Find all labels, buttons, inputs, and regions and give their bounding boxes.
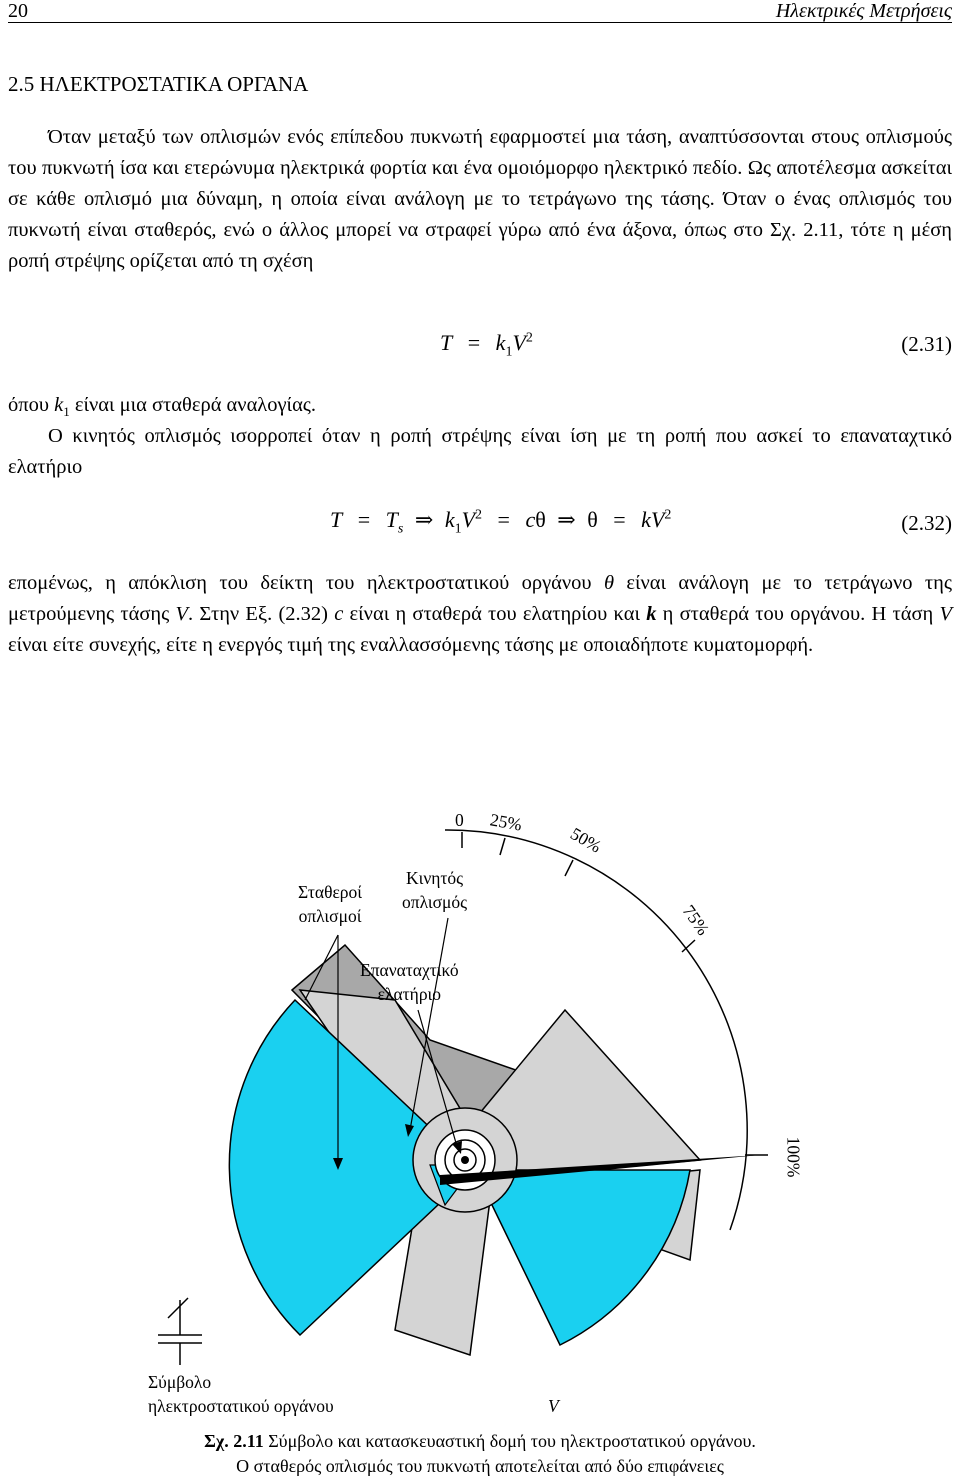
eq32-exp2: 2: [664, 507, 672, 523]
label-spring-line2: ελατήριο: [377, 984, 442, 1004]
symbol-needle: [168, 1298, 188, 1318]
eq32-V2: V: [650, 507, 665, 532]
eq31-exp: 2: [525, 330, 533, 346]
label-spring: [360, 958, 459, 1006]
eq31-T: T: [440, 330, 453, 355]
p4-text-e: η σταθερά του οργάνου. Η τάση: [656, 603, 940, 625]
p4-V2: V: [939, 603, 953, 625]
label-fixed-line2: οπλισμοί: [298, 906, 362, 926]
label-moving-line2: οπλισμός: [402, 892, 468, 912]
caption-label: Σχ. 2.11: [204, 1431, 264, 1451]
p4-theta: θ: [603, 572, 615, 594]
scale-label-100: 100%: [783, 1136, 804, 1178]
p4-c: c: [334, 603, 344, 625]
paragraph-3: Ο κινητός οπλισμός ισορροπεί όταν η ροπή στρέψης είναι ίση με τη ροπή που ασκεί το επαναταχτικό ελατήριο: [8, 425, 952, 478]
scale-label-75: 75%: [678, 901, 714, 939]
eq32-V: V: [461, 507, 476, 532]
eq31-equals: =: [467, 330, 481, 355]
label-spring-line1: Επαναταχτικό: [360, 960, 459, 980]
p2-text-b: είναι μια σταθερά αναλογίας.: [69, 394, 317, 416]
scale-label-0: 0: [455, 810, 464, 830]
label-symbol-line1: Σύμβολο: [148, 1372, 212, 1392]
scale-tick-50: [565, 860, 573, 876]
eq32-Ts: T: [385, 507, 398, 532]
p2-text-a: όπου: [8, 394, 55, 416]
equation-number-2-31: (2.31): [901, 332, 952, 356]
eq32-equals-1: =: [357, 507, 371, 532]
eq32-theta-2: θ: [587, 507, 598, 532]
eq31-V: V: [512, 330, 526, 355]
p4-text-a: επομένως, η απόκλιση του δείκτη του ηλεκτροστατικού οργάνου: [8, 572, 604, 594]
eq32-equals-3: =: [613, 507, 626, 532]
eq32-s: s: [397, 521, 404, 537]
eq32-c: c: [525, 507, 536, 532]
eq32-T: T: [330, 507, 343, 532]
scale-label-50: 50%: [567, 823, 605, 857]
p4-text-c: . Στην Εξ. (2.32): [188, 603, 335, 625]
eq31-k: k: [495, 330, 506, 355]
eq32-equals-2: =: [497, 507, 510, 532]
page-number: 20: [8, 0, 28, 22]
eq32-exp: 2: [475, 507, 483, 523]
label-symbol: [148, 1370, 334, 1418]
figure-caption-line-1: [0, 1428, 960, 1454]
p4-V: V: [175, 603, 189, 625]
scale-label-25: 25%: [488, 809, 524, 835]
eq32-k: k: [444, 507, 455, 532]
eq32-arrow-2: ⇒: [557, 507, 576, 532]
eq32-k2: k: [641, 507, 651, 532]
label-fixed-plates: [298, 880, 362, 928]
eq31-sub: 1: [505, 344, 513, 360]
p4-text-b: είναι ανάλογη με το τετράγωνο της μετρούμενης τάσης: [8, 572, 952, 625]
moving-plate-right: [475, 1170, 690, 1345]
figure-caption-line-2: Ο σταθερός οπλισμός του πυκνωτή αποτελείται από δύο επιφάνειες: [236, 1456, 724, 1476]
label-moving-plate: [402, 866, 467, 914]
p2-sub: 1: [63, 404, 70, 420]
eq32-theta: θ: [535, 507, 546, 532]
p2-k: k: [54, 394, 64, 416]
paragraph-1: Όταν μεταξύ των οπλισμών ενός επίπεδου πυκνωτή εφαρμοστεί μια τάση, αναπτύσσονται στους οπλισμούς του πυκνωτή ίσα και ετερώνυμα ηλεκτρικά φορτία και ένα ομοιόμορφο ηλεκτρικό πεδίο. Ως αποτέλεσμα ασκείται σε κάθε οπλισμό μια δύναμη, η οποία είναι ανάλογη με το τετράγωνο της τάσης. Όταν ο ένας οπλισμός του πυκνωτή είναι σταθερός, ενώ ο άλλος μπορεί να στραφεί γύρω από ένα άξονα, όπως στο Σχ. 2.11, τότε η μέση ροπή στρέψης ορίζεται από τη σχέση: [8, 126, 952, 272]
label-symbol-line2: ηλεκτροστατικού οργάνου: [148, 1396, 334, 1416]
label-moving-line1: Κινητός: [405, 868, 464, 888]
eq32-arrow-1: ⇒: [414, 507, 434, 532]
running-title: Ηλεκτρικές Μετρήσεις: [775, 0, 952, 22]
label-fixed-line1: Σταθεροί: [298, 882, 362, 902]
scale-tick-25: [500, 838, 505, 855]
caption-text-1: Σύμβολο και κατασκευαστική δομή του ηλεκτροστατικού οργάνου.: [263, 1431, 756, 1451]
p4-text-d: είναι η σταθερά του ελατηρίου και: [343, 603, 647, 625]
section-heading: 2.5 ΗΛΕΚΤΡΟΣΤΑΤΙΚΑ ΟΡΓΑΝΑ: [8, 72, 309, 96]
p4-k: k: [646, 603, 657, 625]
equation-number-2-32: (2.32): [901, 511, 952, 535]
eq32-sub: 1: [454, 521, 462, 537]
p4-text-f: είναι είτε συνεχής, είτε η ενεργός τιμή της εναλλασσόμενης τάσης με οποιαδήποτε κυματομορφή.: [8, 634, 814, 656]
label-V: V: [548, 1396, 559, 1416]
